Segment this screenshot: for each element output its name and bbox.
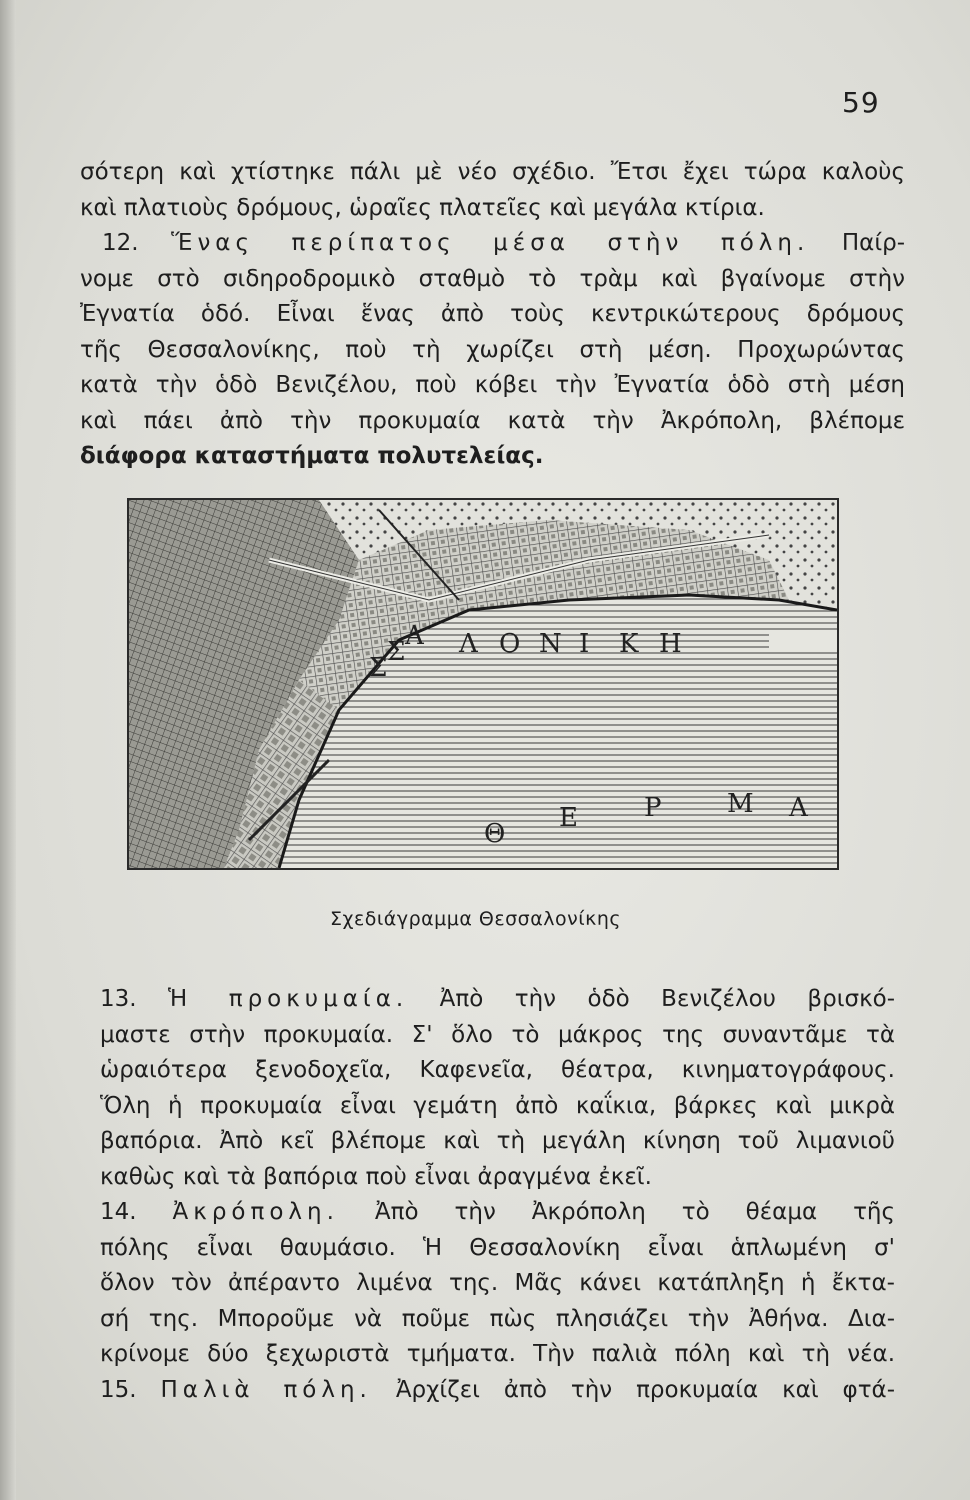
map-label: Σ xyxy=(387,637,406,667)
text-line: καὶ πάει ἀπὸ τὴν προκυμαία κατὰ τὴν Ἀκρόπολη, βλέπομε xyxy=(80,407,905,434)
text-line: Ὅλη ἡ προκυμαία εἶναι γεμάτη ἀπὸ καΐκια, βάρκες καὶ μικρὰ xyxy=(100,1092,895,1119)
section-15-heading-line xyxy=(100,1373,895,1409)
text-line: διάφορα καταστήματα πολυτελείας. xyxy=(80,443,544,469)
map-label: Ν xyxy=(539,629,562,659)
section-title: Ἀκρόπολη. xyxy=(172,1199,339,1225)
map-label: Ο xyxy=(499,629,521,659)
gulf-label: Ε xyxy=(559,803,578,833)
text-line: τῆς Θεσσαλονίκης, ποὺ τὴ χωρίζει στὴ μέση. Προχωρώντας xyxy=(80,336,905,363)
text-line: νομε στὸ σιδηροδρομικὸ σταθμὸ τὸ τρὰμ καὶ βγαίνομε στὴν xyxy=(80,265,905,292)
map-label: Ι xyxy=(579,629,590,659)
page-number: 59 xyxy=(842,86,880,119)
text-line: καὶ πλατιοὺς δρόμους, ὡραῖες πλατεῖες καὶ μεγάλα κτίρια. xyxy=(80,194,765,221)
section-number: 13. xyxy=(100,986,137,1012)
text-fragment: Ἀπὸ τὴν Ἀκρόπολη τὸ θέαμα τῆς xyxy=(374,1199,895,1225)
text-line: ὅλον τὸν ἀπέραντο λιμένα της. Μᾶς κάνει κατάπληξη ἡ ἔκτα- xyxy=(100,1270,895,1296)
text-fragment: Ἀπὸ τὴν ὁδὸ Βενιζέλου βρισκό- xyxy=(439,986,895,1012)
text-line: μαστε στὴν προκυμαία. Σ' ὅλο τὸ μάκρος της συναντᾶμε τὰ xyxy=(100,1021,895,1048)
section-12-heading-line xyxy=(80,226,905,262)
text-block-bottom xyxy=(100,982,895,1408)
text-line: σότερη καὶ χτίστηκε πάλι μὲ νέο σχέδιο. Ἔτσι ἔχει τώρα καλοὺς xyxy=(80,159,905,185)
gulf-label: Θ xyxy=(484,819,506,849)
text-line: καθὼς καὶ τὰ βαπόρια ποὺ εἶναι ἀραγμένα ἐκεῖ. xyxy=(100,1163,652,1190)
page-gutter-shadow xyxy=(0,0,16,1500)
text-block-top xyxy=(80,155,905,475)
gulf-label: Μ xyxy=(727,789,754,819)
map-caption: Σχεδιάγραμμα Θεσσαλονίκης xyxy=(330,908,622,930)
section-title: Ἡ προκυμαία. xyxy=(168,986,409,1012)
thessaloniki-map xyxy=(127,498,839,870)
section-number: 12. xyxy=(102,230,139,256)
text-line: πόλης εἶναι θαυμάσιο. Ἡ Θεσσαλονίκη εἶναι ἁπλωμένη σ' xyxy=(100,1234,895,1261)
map-label: Α xyxy=(405,621,424,651)
section-13-heading-line xyxy=(100,982,895,1018)
text-line: βαπόρια. Ἀπὸ κεῖ βλέπομε καὶ τὴ μεγάλη κίνηση τοῦ λιμανιοῦ xyxy=(100,1128,895,1154)
text-fragment: Παίρ- xyxy=(841,230,905,256)
text-line: κατὰ τὴν ὁδὸ Βενιζέλου, ποὺ κόβει τὴν Ἐγνατία ὁδὸ στὴ μέση xyxy=(80,372,905,398)
map-illustration xyxy=(129,500,837,868)
text-line: ὡραιότερα ξενοδοχεῖα, Καφενεῖα, θέατρα, κινηματογράφους. xyxy=(100,1057,895,1083)
section-number: 15. xyxy=(100,1376,137,1403)
gulf-label: Α xyxy=(789,793,808,823)
text-line: σή της. Μποροῦμε νὰ ποῦμε πὼς πλησιάζει τὴν Ἀθήνα. Δια- xyxy=(100,1305,895,1332)
text-line: Ἐγνατία ὁδό. Εἶναι ἕνας ἀπὸ τοὺς κεντρικώτερους δρόμους xyxy=(80,301,905,327)
map-label: Η xyxy=(659,629,682,659)
gulf-label: Ρ xyxy=(644,793,662,823)
section-number: 14. xyxy=(100,1199,137,1225)
text-fragment: Ἀρχίζει ἀπὸ τὴν προκυμαία καὶ φτά- xyxy=(395,1376,895,1403)
map-label: Κ xyxy=(619,629,639,659)
text-line: κρίνομε δύο ξεχωριστὰ τμήματα. Τὴν παλιὰ πόλη καὶ τὴ νέα. xyxy=(100,1341,895,1367)
section-title: Ἕνας περίπατος μέσα στὴν πόλη. xyxy=(171,230,810,256)
section-title: Παλιὰ πόλη. xyxy=(160,1376,372,1403)
map-label: Λ xyxy=(459,629,478,659)
map-label: Σ xyxy=(369,653,388,683)
section-14-heading-line xyxy=(100,1195,895,1231)
